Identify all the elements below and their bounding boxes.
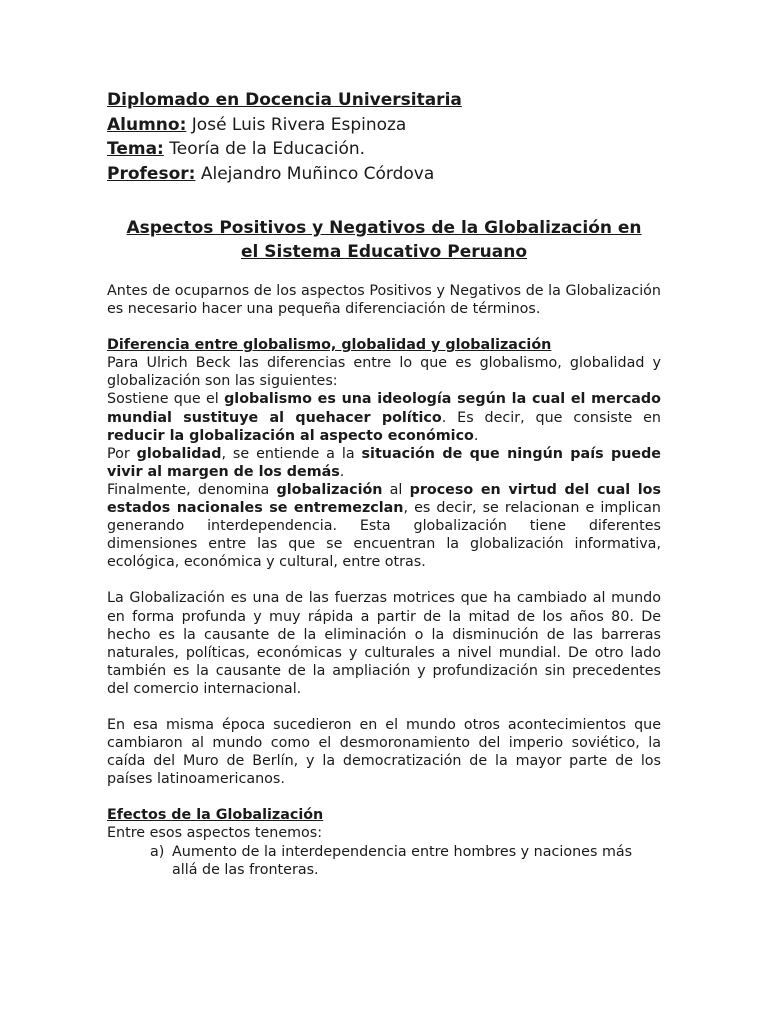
globalization-forces-paragraph: La Globalización es una de las fuerzas motrices que ha cambiado al mundo en forma profunda y muy rápida a partir de la mitad de los años 80. De hecho es la causante de la eliminación o la disminución de las barreras naturales, políticas, económicas y culturales a nivel mundial. De otro lado también es la causante de la ampliación y profundización sin precedentes del comercio internacional. [107, 590, 661, 697]
document-title-line-2: el Sistema Educativo Peruano [240, 242, 528, 262]
program-title: Diplomado en Docencia Universitaria [107, 90, 462, 110]
effects-intro: Entre esos aspectos tenemos: [107, 825, 323, 842]
topic-value: Teoría de la Educación. [163, 139, 366, 159]
globalizacion-paragraph [107, 481, 661, 571]
text-run: . [473, 427, 479, 444]
professor-name: Alejandro Muñinco Córdova [195, 163, 435, 184]
beck-paragraph: Para Ulrich Beck las diferencias entre lo que es globalismo, globalidad y globalización son las siguientes: [107, 355, 661, 390]
student-label: Alumno: [107, 114, 187, 135]
intro-paragraph: Antes de ocuparnos de los aspectos Positivos y Negativos de la Globalización es necesario hacer una pequeña diferenciación de términos. [107, 283, 661, 318]
bold-run: reducir la globalización al aspecto económico [107, 427, 474, 444]
text-run: . Es decir, que consiste en [441, 409, 661, 426]
student-line [107, 113, 661, 138]
topic-label: Tema: [107, 139, 164, 159]
document-title-line-1: Aspectos Positivos y Negativos de la Globalización en [126, 218, 642, 238]
text-run: al [382, 481, 410, 498]
text-run: Finalmente, denomina [107, 481, 277, 498]
text-run: Sostiene que el [107, 391, 225, 408]
list-item-text: Aumento de la interdependencia entre hombres y naciones más allá de las fronteras. [172, 843, 633, 878]
bold-run: situación de que ningún país puede vivir al margen de los demás [107, 445, 661, 480]
topic-line [107, 137, 661, 162]
bold-run: proceso en virtud del cual los estados nacionales se entremezclan [107, 481, 662, 517]
bold-run: globalización [276, 481, 383, 498]
student-name: José Luis Rivera Espinoza [186, 114, 407, 135]
same-epoch-paragraph: En esa misma época sucedieron en el mundo otros acontecimientos que cambiaron al mundo como el desmoronamiento del imperio soviético, la caída del Muro de Berlín, y la democratización de la mayor parte de los países latinoamericanos. [107, 716, 661, 788]
text-run: , es decir, se relacionan e implican generando interdependencia. Esta globalización tiene diferentes dimensiones entre las que se encuentran la globalización informativa, ecológica, económica y cultural, entre otras. [107, 500, 661, 571]
document-title [107, 216, 661, 264]
professor-line [107, 162, 661, 187]
document-page [107, 88, 661, 879]
text-run: , se entiende a la [221, 445, 362, 462]
globalismo-paragraph [107, 390, 661, 444]
professor-label: Profesor: [107, 163, 196, 184]
list-marker: a) [150, 843, 165, 860]
effects-list [107, 843, 661, 879]
list-item [107, 843, 661, 879]
section-heading-differences: Diferencia entre globalismo, globalidad y globalización [107, 337, 552, 354]
bold-run: globalidad [136, 445, 222, 462]
globalidad-paragraph [107, 445, 661, 481]
bold-run: globalismo es una ideología según la cual el mercado mundial sustituye al quehacer político [107, 391, 661, 426]
section-heading-effects: Efectos de la Globalización [107, 807, 324, 824]
text-run: . [339, 463, 345, 480]
text-run: Por [107, 445, 137, 462]
